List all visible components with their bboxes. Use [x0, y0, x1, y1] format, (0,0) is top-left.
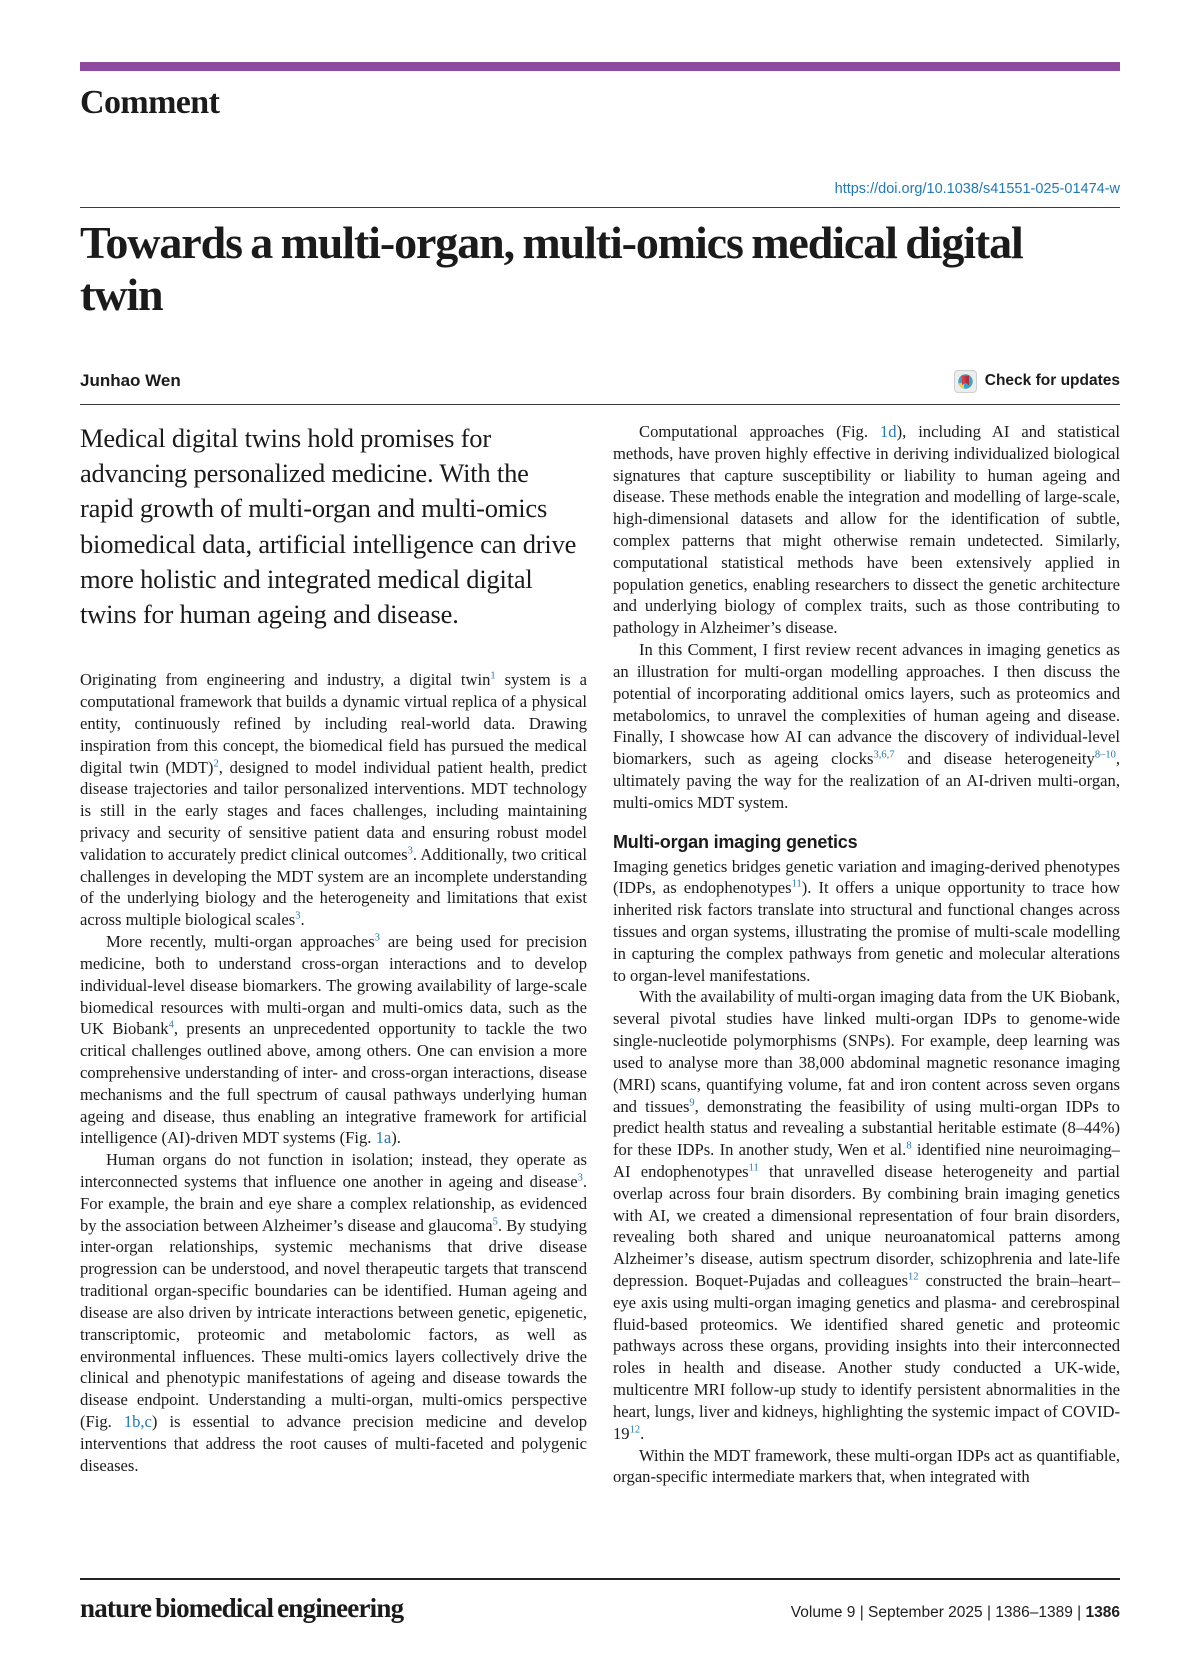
- paragraph: With the availability of multi-organ imaging data from the UK Biobank, several pivotal studies have linked multi-organ IDPs to genome-wide single-nucleotide polymorphisms (SNPs). For example, deep learning was used to analyse more than 38,000 abdominal magnetic resonance imaging (MRI) scans, quantifying volume, fat and iron content across seven organs and tissues$^9$, demonstrating the feasibility of using multi-organ IDPs to predict health status and revealing a substantial heritable estimate (8–44%) for these IDPs. In another study, Wen et al.$^8$ identified nine neuroimaging–AI endophenotypes$^{11}$ that unravelled disease heterogeneity and partial overlap across four brain disorders. By combining brain imaging genetics with AI, we created a dimensional representation of four brain disorders, revealing both shared and unique neuroanatomical patterns among Alzheimer’s disease, autism spectrum disorder, schizophrenia and late-life depression. Boquet-Pujadas and colleagues$^{12}$ constructed the brain–heart–eye axis using multi-organ imaging genetics and plasma- and cerebrospinal fluid-based proteomics. We identified shared genetic and proteomic pathways across these organs, providing insights into their interconnected roles in health and disease. Another study conducted a UK-wide, multicentre MRI follow-up study to identify persistent abnormalities in the heart, lungs, liver and kidneys, highlighting the systemic impact of COVID-19$^{12}$.: [613, 987, 1120, 1443]
- citation-ref[interactable]: 2: [213, 758, 219, 770]
- citation-ref[interactable]: 9: [689, 1096, 695, 1108]
- paragraph: More recently, multi-organ approaches$^3$ are being used for precision medicine, both to understand cross-organ interactions and to develop individual-level disease biomarkers. The growing availability of large-scale biomedical resources with multi-organ and multi-omics data, such as the UK Biobank$^4$, presents an unprecedented opportunity to tackle the two critical challenges outlined above, among others. One can envision a more comprehensive understanding of inter- and cross-organ interactions, disease mechanisms and the full spectrum of causal pathways underlying human ageing and disease, thus enabling an integrative framework for artificial intelligence (AI)-driven MDT systems (Fig. 1a).: [80, 932, 587, 1148]
- doi-link[interactable]: https://doi.org/10.1038/s41551-025-01474-w: [834, 181, 1120, 197]
- section-kicker: Comment: [80, 84, 220, 121]
- right-column: [613, 421, 1120, 1488]
- citation-ref[interactable]: 1: [490, 670, 496, 682]
- left-column-paragraphs: [80, 669, 587, 1476]
- page-footer: [80, 1578, 1120, 1624]
- citation-ref[interactable]: 11: [748, 1162, 759, 1174]
- citation-ref[interactable]: 3,6,7: [873, 749, 895, 761]
- section-heading: Multi-organ imaging genetics: [613, 831, 858, 852]
- citation-ref[interactable]: 8–10: [1094, 749, 1116, 761]
- byline-row: [80, 370, 1120, 393]
- volume-text: Volume 9 | September 2025 | 1386–1389 |: [790, 1604, 1086, 1621]
- citation-ref[interactable]: 4: [168, 1019, 174, 1031]
- paragraph: Human organs do not function in isolation; instead, they operate as interconnected systems that influence one another in ageing and disease$^3$. For example, the brain and eye share a complex relationship, as evidenced by the association between Alzheimer’s disease and glaucoma$^5$. By studying inter-organ relationships, systemic mechanisms that drive disease progression can be understood, and novel therapeutic targets that transcend traditional organ-specific boundaries can be identified. Human ageing and disease are also driven by intricate interactions between genetic, epigenetic, transcriptomic, proteomic and metabolomic factors, as well as environmental influences. These multi-omics layers collectively drive the clinical and phenotypic manifestations of ageing and disease towards the disease endpoint. Understanding a multi-organ, multi-omics perspective (Fig. 1b,c) is essential to advance precision medicine and develop interventions that address the root causes of multi-faceted and polygenic diseases.: [80, 1150, 587, 1475]
- citation-ref[interactable]: 5: [492, 1216, 498, 1228]
- page-number: 1386: [1085, 1604, 1120, 1621]
- crossmark-icon: [954, 370, 977, 393]
- paragraph: Within the MDT framework, these multi-organ IDPs act as quantifiable, organ-specific intermediate markers that, when integrated with: [613, 1445, 1120, 1487]
- figure-link[interactable]: 1b,c: [123, 1411, 152, 1431]
- citation-ref[interactable]: 3: [374, 932, 380, 944]
- citation-ref[interactable]: 8: [906, 1140, 912, 1152]
- citation-ref[interactable]: 12: [908, 1271, 919, 1283]
- volume-info: [791, 1604, 1120, 1622]
- paragraph: Imaging genetics bridges genetic variation and imaging-derived phenotypes (IDPs, as endophenotypes$^{11}$). It offers a unique opportunity to trace how inherited risk factors translate into structural and functional changes across tissues and organ systems, illustrating the promise of multi-scale modelling in capturing the complex pathways from genetic and molecular alterations to organ-level manifestations.: [613, 856, 1120, 985]
- divider-above-title: [80, 207, 1120, 208]
- article-page: [0, 62, 1200, 1623]
- paragraph: Originating from engineering and industry, a digital twin$^1$ system is a computational framework that builds a dynamic virtual replica of a physical entity, continuously refined by including real-world data. Drawing inspiration from this concept, the biomedical field has pursued the medical digital twin (MDT)$^2$, designed to model individual patient health, predict disease trajectories and tailor personalized interventions. MDT technology is still in the early stages and faces challenges, including maintaining privacy and security of sensitive patient data and ensuring robust model validation to accurately predict clinical outcomes$^3$. Additionally, two critical challenges in developing the MDT system are an incomplete understanding of the underlying biology and the heterogeneity and limitations that exist across multiple biological scales$^3$.: [80, 670, 588, 930]
- check-for-updates-button[interactable]: [954, 370, 1120, 393]
- citation-ref[interactable]: 12: [629, 1424, 641, 1436]
- left-column: [80, 421, 587, 1488]
- journal-wordmark: nature biomedical engineering: [80, 1593, 404, 1623]
- footer-row: [80, 1580, 1120, 1624]
- citation-ref[interactable]: 11: [791, 878, 802, 890]
- figure-link[interactable]: 1d: [879, 421, 897, 441]
- citation-ref[interactable]: 3: [295, 910, 301, 922]
- paragraph: In this Comment, I first review recent advances in imaging genetics as an illustration for multi-organ modelling approaches. I then discuss the potential of incorporating additional omics layers, such as proteomics and metabolomics, to unravel the complexities of human ageing and disease. Finally, I showcase how AI can advance the discovery of individual-level biomarkers, such as ageing clocks$^{3,6,7}$ and disease heterogeneity$^{8-10}$, ultimately paving the way for the realization of an AI-driven multi-organ, multi-omics MDT system.: [613, 640, 1120, 812]
- citation-ref[interactable]: 3: [407, 845, 413, 857]
- check-for-updates-label: Check for updates: [984, 372, 1120, 390]
- citation-ref[interactable]: 3: [577, 1172, 583, 1184]
- section-accent-bar: [80, 62, 1120, 71]
- article-title: Towards a multi-organ, multi-omics medical digital twin: [80, 217, 1023, 320]
- journal-page: [0, 62, 1200, 1655]
- figure-link[interactable]: 1a: [375, 1128, 392, 1148]
- divider-below-byline: [80, 404, 1120, 405]
- paragraph: Computational approaches (Fig. 1d), including AI and statistical methods, have proven highly effective in deriving individualized biological signatures that capture susceptibility or liability to human ageing and disease. These methods enable the integration and modelling of large-scale, high-dimensional datasets and allow for the identification of subtle, complex patterns that might otherwise remain undetected. Similarly, computational statistical methods have been extensively applied in population genetics, enabling researchers to dissect the genetic architecture and underlying biology of complex traits, such as those contributing to pathology in Alzheimer’s disease.: [613, 421, 1120, 638]
- article-body: [80, 421, 1120, 1488]
- author-name: Junhao Wen: [80, 371, 181, 391]
- standfirst: Medical digital twins hold promises for advancing personalized medicine. With the rapid growth of multi-organ and multi-omics biomedical data, artificial intelligence can drive more holistic and integrated medical digital twins for human ageing and disease.: [80, 422, 577, 630]
- doi-row: [80, 180, 1120, 198]
